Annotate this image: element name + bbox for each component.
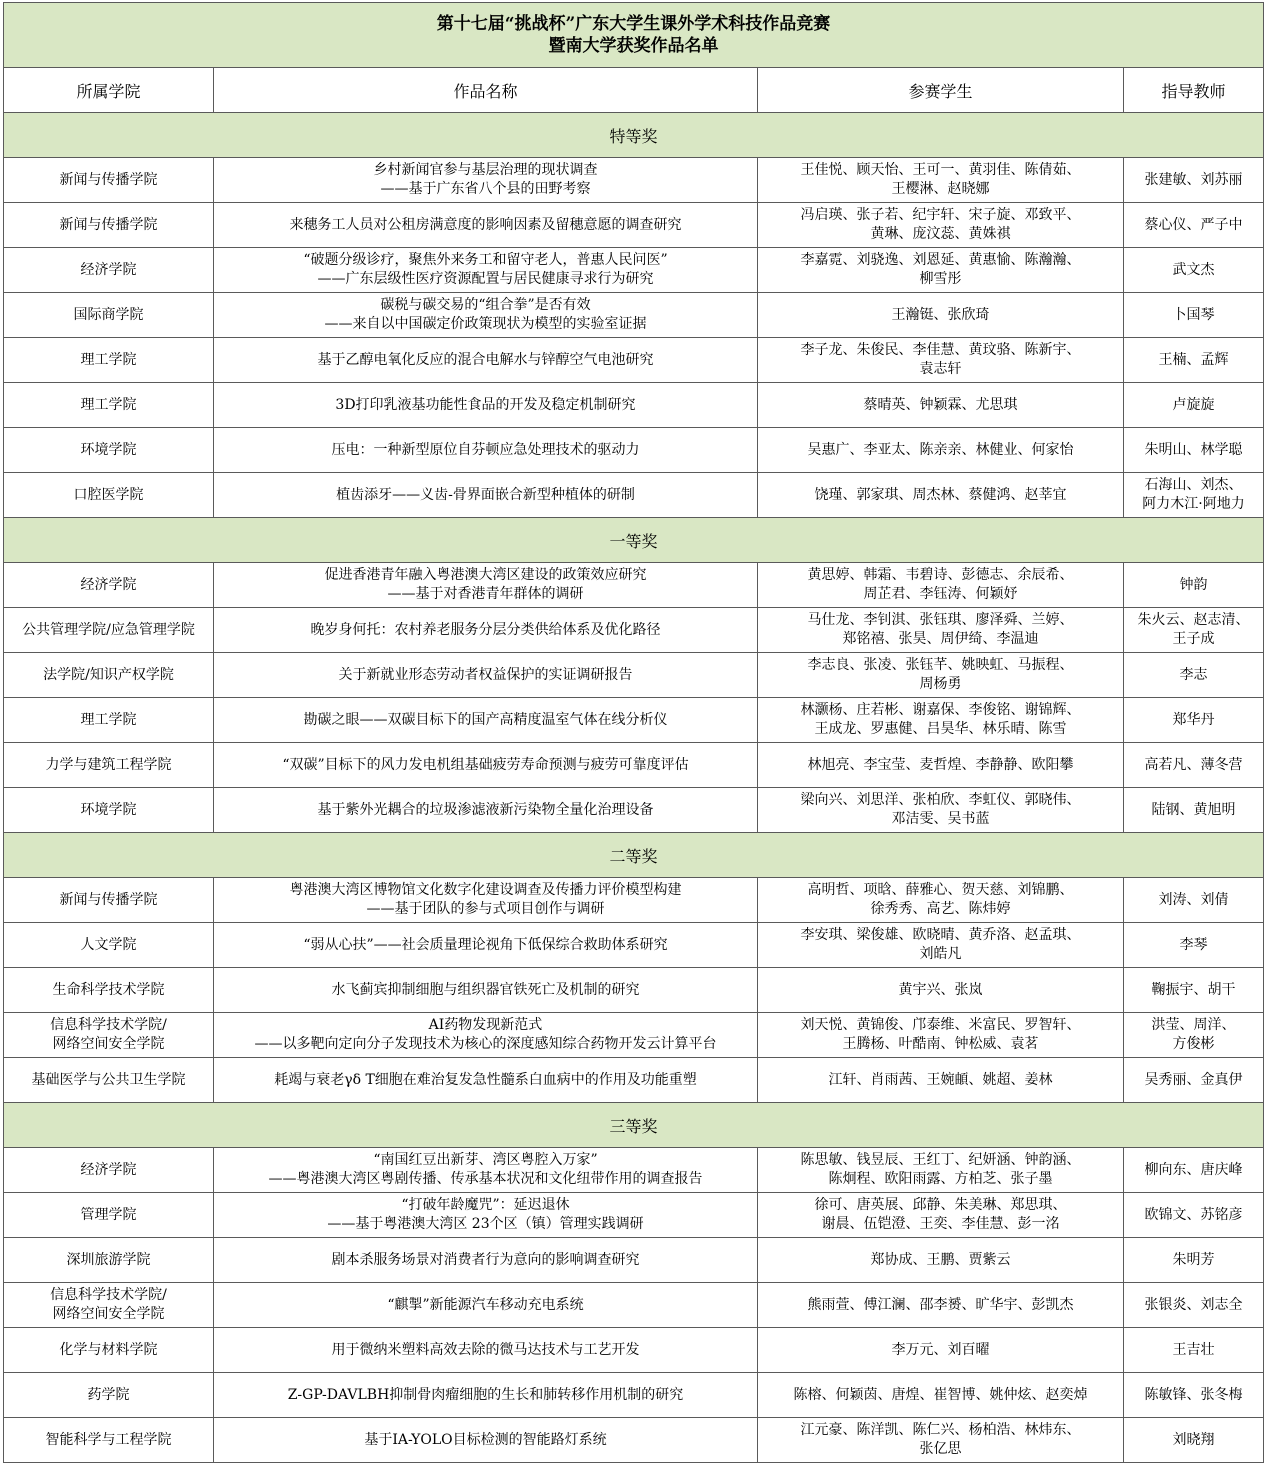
section-row bbox=[4, 833, 1264, 878]
advisor-line: 刘涛、刘倩 bbox=[1158, 891, 1229, 908]
college-cell bbox=[4, 878, 214, 923]
students-cell bbox=[758, 653, 1124, 698]
college-cell bbox=[4, 1328, 214, 1373]
work-line: 碳税与碳交易的“组合拳”是否有效 bbox=[380, 297, 591, 313]
students-cell bbox=[758, 1238, 1124, 1283]
advisor-line: 钟韵 bbox=[1179, 576, 1208, 593]
section-heading: 二等奖 bbox=[4, 833, 1264, 878]
students-line: 吴惠广、李亚太、陈亲亲、林健业、何家怡 bbox=[807, 441, 1074, 458]
college-line: 经济学院 bbox=[80, 576, 137, 593]
work-cell bbox=[214, 338, 758, 383]
work-line: ——粤港澳大湾区粤剧传播、传承基本状况和文化纽带作用的调查报告 bbox=[268, 1171, 703, 1187]
students-cell bbox=[758, 1418, 1124, 1463]
table-row bbox=[4, 968, 1264, 1013]
work-line: 剧本杀服务场景对消费者行为意向的影响调查研究 bbox=[331, 1251, 640, 1268]
header-college: 所属学院 bbox=[4, 68, 214, 113]
students-line: 王腾杨、叶酷南、钟松威、袁茗 bbox=[842, 1036, 1039, 1052]
work-cell bbox=[214, 1193, 758, 1238]
work-cell bbox=[214, 203, 758, 248]
table-row bbox=[4, 383, 1264, 428]
college-cell bbox=[4, 698, 214, 743]
college-line: 基础医学与公共卫生学院 bbox=[31, 1071, 186, 1088]
table-title bbox=[4, 3, 1264, 68]
advisor-line: 王子成 bbox=[1172, 631, 1215, 647]
header-advisor: 指导教师 bbox=[1124, 68, 1264, 113]
students-cell bbox=[758, 968, 1124, 1013]
table-row bbox=[4, 293, 1264, 338]
work-line: “破题分级诊疗，聚焦外来务工和留守老人，普惠人民问医” bbox=[303, 252, 668, 268]
students-line: 冯启瑛、张子若、纪宇轩、宋子旋、邓致平、 bbox=[800, 207, 1081, 223]
table-row bbox=[4, 1373, 1264, 1418]
table-row bbox=[4, 1013, 1264, 1058]
advisor-line: 吴秀丽、金真伊 bbox=[1144, 1071, 1243, 1088]
advisor-cell bbox=[1124, 1238, 1264, 1283]
work-line: Z-GP-DAVLBH抑制骨肉瘤细胞的生长和肺转移作用机制的研究 bbox=[287, 1386, 684, 1403]
table-row bbox=[4, 1193, 1264, 1238]
college-cell bbox=[4, 923, 214, 968]
students-line: 周芷君、李钰涛、何颖妤 bbox=[863, 586, 1018, 602]
advisor-cell bbox=[1124, 338, 1264, 383]
students-line: 黄思婷、韩霜、韦碧诗、彭德志、余辰希、 bbox=[807, 567, 1074, 583]
students-line: 高明哲、项晗、薛雅心、贺天慈、刘锦鹏、 bbox=[807, 882, 1074, 898]
college-cell bbox=[4, 428, 214, 473]
advisor-line: 朱明芳 bbox=[1172, 1251, 1215, 1268]
work-cell bbox=[214, 968, 758, 1013]
work-cell bbox=[214, 383, 758, 428]
work-cell bbox=[214, 563, 758, 608]
award-list-table bbox=[3, 2, 1264, 1463]
students-cell bbox=[758, 1328, 1124, 1373]
advisor-line: 洪莹、周洋、 bbox=[1151, 1017, 1236, 1033]
advisor-line: 蔡心仪、严子中 bbox=[1144, 216, 1243, 233]
students-line: 王樱淋、赵晓娜 bbox=[891, 181, 990, 197]
table-row bbox=[4, 338, 1264, 383]
work-line: “麒掣”新能源汽车移动充电系统 bbox=[387, 1296, 584, 1313]
students-line: 陈榕、何颖茵、唐煌、崔智博、姚仲炫、赵奕焯 bbox=[793, 1386, 1088, 1403]
title-row bbox=[4, 3, 1264, 68]
students-line: 邓洁雯、吴书蓝 bbox=[891, 811, 990, 827]
students-line: 梁向兴、刘思洋、张柏欣、李虹仪、郭晓伟、 bbox=[800, 792, 1081, 808]
advisor-cell bbox=[1124, 203, 1264, 248]
work-cell bbox=[214, 1283, 758, 1328]
table-row bbox=[4, 743, 1264, 788]
table-row bbox=[4, 788, 1264, 833]
students-line: 李志良、张凌、张钰芊、姚映虹、马振程、 bbox=[807, 657, 1074, 673]
advisor-cell bbox=[1124, 1328, 1264, 1373]
table-row bbox=[4, 473, 1264, 518]
students-line: 王成龙、罗惠健、吕昊华、林乐晴、陈雪 bbox=[814, 721, 1067, 737]
students-line: 谢晨、伍铠澄、王奕、李佳慧、彭一洺 bbox=[821, 1216, 1060, 1232]
students-line: 柳雪彤 bbox=[919, 271, 962, 287]
award-list-body bbox=[4, 3, 1264, 1463]
work-line: “弱从心扶”——社会质量理论视角下低保综合救助体系研究 bbox=[303, 936, 668, 953]
students-cell bbox=[758, 1193, 1124, 1238]
college-line: 网络空间安全学院 bbox=[52, 1306, 165, 1322]
advisor-line: 张建敏、刘苏丽 bbox=[1144, 171, 1243, 188]
advisor-cell bbox=[1124, 1283, 1264, 1328]
work-line: 粤港澳大湾区博物馆文化数字化建设调查及传播力评价模型构建 bbox=[289, 882, 682, 898]
advisor-cell bbox=[1124, 923, 1264, 968]
advisor-line: 郑华丹 bbox=[1172, 711, 1215, 728]
work-cell bbox=[214, 1328, 758, 1373]
students-cell bbox=[758, 428, 1124, 473]
college-line: 新闻与传播学院 bbox=[59, 171, 158, 188]
advisor-line: 陆钢、黄旭明 bbox=[1151, 801, 1236, 818]
college-line: 信息科学技术学院/ bbox=[50, 1017, 167, 1033]
students-line: 李子龙、朱俊民、李佳慧、黄玟骆、陈新宇、 bbox=[800, 342, 1081, 358]
table-row bbox=[4, 1058, 1264, 1103]
college-cell bbox=[4, 1058, 214, 1103]
section-heading: 特等奖 bbox=[4, 113, 1264, 158]
work-cell bbox=[214, 1058, 758, 1103]
college-line: 网络空间安全学院 bbox=[52, 1036, 165, 1052]
section-row bbox=[4, 113, 1264, 158]
students-line: 陈炯程、欧阳雨露、方柏芝、张子墨 bbox=[828, 1171, 1053, 1187]
college-line: 药学院 bbox=[87, 1386, 130, 1403]
students-line: 蔡晴英、钟颖霖、尤思琪 bbox=[863, 396, 1018, 413]
work-cell bbox=[214, 653, 758, 698]
section-row bbox=[4, 1103, 1264, 1148]
students-cell bbox=[758, 203, 1124, 248]
college-cell bbox=[4, 788, 214, 833]
college-line: 新闻与传播学院 bbox=[59, 891, 158, 908]
work-cell bbox=[214, 743, 758, 788]
work-cell bbox=[214, 1373, 758, 1418]
work-line: 耗竭与衰老γδ T细胞在难治复发急性髓系白血病中的作用及功能重塑 bbox=[274, 1071, 697, 1088]
college-cell bbox=[4, 1238, 214, 1283]
students-line: 李嘉霓、刘骁逸、刘恩延、黄惠愉、陈瀚瀚、 bbox=[800, 252, 1081, 268]
table-row bbox=[4, 563, 1264, 608]
college-line: 经济学院 bbox=[80, 1161, 137, 1178]
college-line: 力学与建筑工程学院 bbox=[45, 756, 172, 773]
students-cell bbox=[758, 1283, 1124, 1328]
college-cell bbox=[4, 1148, 214, 1193]
college-cell bbox=[4, 653, 214, 698]
students-line: 江元豪、陈洋凯、陈仁兴、杨柏浩、林炜东、 bbox=[800, 1422, 1081, 1438]
college-line: 经济学院 bbox=[80, 261, 137, 278]
students-line: 郑协成、王鹏、贾紫云 bbox=[870, 1251, 1011, 1268]
work-line: 晚岁身何托：农村养老服务分层分类供给体系及优化路径 bbox=[310, 621, 661, 638]
advisor-cell bbox=[1124, 743, 1264, 788]
work-line: 勘碳之眼——双碳目标下的国产高精度温室气体在线分析仪 bbox=[303, 711, 668, 728]
students-cell bbox=[758, 1058, 1124, 1103]
work-line: 用于微纳米塑料高效去除的微马达技术与工艺开发 bbox=[331, 1341, 640, 1358]
work-cell bbox=[214, 428, 758, 473]
work-cell bbox=[214, 158, 758, 203]
advisor-cell bbox=[1124, 293, 1264, 338]
college-cell bbox=[4, 563, 214, 608]
header-row bbox=[4, 68, 1264, 113]
header-work: 作品名称 bbox=[214, 68, 758, 113]
work-line: 植齿添牙——义齿-骨界面嵌合新型种植体的研制 bbox=[336, 486, 635, 503]
students-cell bbox=[758, 383, 1124, 428]
advisor-cell bbox=[1124, 248, 1264, 293]
table-row bbox=[4, 158, 1264, 203]
table-row bbox=[4, 1238, 1264, 1283]
work-cell bbox=[214, 1238, 758, 1283]
students-line: 刘皓凡 bbox=[919, 946, 962, 962]
advisor-line: 王吉壮 bbox=[1172, 1341, 1215, 1358]
work-line: 水飞蓟宾抑制细胞与组织器官铁死亡及机制的研究 bbox=[331, 981, 640, 998]
title-line-2: 暨南大学获奖作品名单 bbox=[548, 36, 719, 56]
work-line: “南国红豆出新芽、湾区粤腔入万家” bbox=[373, 1152, 598, 1168]
students-line: 林灏杨、庄若彬、谢嘉保、李俊铭、谢锦辉、 bbox=[800, 702, 1081, 718]
college-cell bbox=[4, 968, 214, 1013]
students-cell bbox=[758, 698, 1124, 743]
work-line: 基于乙醇电氧化反应的混合电解水与锌醇空气电池研究 bbox=[317, 351, 654, 368]
work-cell bbox=[214, 293, 758, 338]
section-heading: 一等奖 bbox=[4, 518, 1264, 563]
college-cell bbox=[4, 248, 214, 293]
advisor-line: 卢旋旋 bbox=[1172, 396, 1215, 413]
advisor-cell bbox=[1124, 1013, 1264, 1058]
college-line: 理工学院 bbox=[80, 711, 137, 728]
students-cell bbox=[758, 1373, 1124, 1418]
work-cell bbox=[214, 788, 758, 833]
table-row bbox=[4, 1148, 1264, 1193]
students-line: 王瀚铤、张欣琦 bbox=[891, 306, 990, 323]
students-cell bbox=[758, 608, 1124, 653]
work-line: ——基于粤港澳大湾区 23个区（镇）管理实践调研 bbox=[327, 1216, 644, 1232]
students-cell bbox=[758, 338, 1124, 383]
college-line: 理工学院 bbox=[80, 396, 137, 413]
students-cell bbox=[758, 293, 1124, 338]
table-row bbox=[4, 248, 1264, 293]
work-line: ——基于对香港青年群体的调研 bbox=[387, 586, 584, 602]
college-cell bbox=[4, 293, 214, 338]
college-cell bbox=[4, 1193, 214, 1238]
advisor-line: 柳向东、唐庆峰 bbox=[1144, 1161, 1243, 1178]
advisor-line: 刘晓翔 bbox=[1172, 1431, 1215, 1448]
students-cell bbox=[758, 743, 1124, 788]
table-row bbox=[4, 923, 1264, 968]
work-line: “打破年龄魔咒”：延迟退休 bbox=[401, 1197, 570, 1213]
college-line: 环境学院 bbox=[80, 441, 137, 458]
advisor-line: 武文杰 bbox=[1172, 261, 1215, 278]
college-cell bbox=[4, 338, 214, 383]
work-line: 关于新就业形态劳动者权益保护的实证调研报告 bbox=[338, 666, 633, 683]
students-cell bbox=[758, 878, 1124, 923]
students-line: 刘天悦、黄锦俊、邝泰维、米富民、罗智轩、 bbox=[800, 1017, 1081, 1033]
college-line: 口腔医学院 bbox=[73, 486, 144, 503]
advisor-cell bbox=[1124, 698, 1264, 743]
college-cell bbox=[4, 608, 214, 653]
work-line: 基于紫外光耦合的垃圾渗滤液新污染物全量化治理设备 bbox=[317, 801, 654, 818]
table-row bbox=[4, 428, 1264, 473]
students-line: 王佳悦、顾天怡、王可一、黄羽佳、陈倩茹、 bbox=[800, 162, 1081, 178]
work-line: ——基于团队的参与式项目创作与调研 bbox=[366, 901, 605, 917]
work-line: ——基于广东省八个县的田野考察 bbox=[380, 181, 591, 197]
table-row bbox=[4, 1328, 1264, 1373]
students-line: 徐可、唐英展、邱静、朱美琳、郑思琪、 bbox=[814, 1197, 1067, 1213]
work-line: AI药物发现新范式 bbox=[428, 1017, 543, 1033]
work-cell bbox=[214, 1418, 758, 1463]
students-cell bbox=[758, 1013, 1124, 1058]
table-row bbox=[4, 1418, 1264, 1463]
table-row bbox=[4, 878, 1264, 923]
advisor-cell bbox=[1124, 473, 1264, 518]
work-cell bbox=[214, 1013, 758, 1058]
students-cell bbox=[758, 563, 1124, 608]
students-cell bbox=[758, 1148, 1124, 1193]
work-line: 压电：一种新型原位自芬顿应急处理技术的驱动力 bbox=[331, 441, 640, 458]
work-cell bbox=[214, 698, 758, 743]
advisor-line: 朱明山、林学聪 bbox=[1144, 441, 1243, 458]
students-line: 李万元、刘百曜 bbox=[891, 1341, 990, 1358]
table-row bbox=[4, 698, 1264, 743]
college-line: 公共管理学院/应急管理学院 bbox=[22, 621, 195, 638]
college-line: 理工学院 bbox=[80, 351, 137, 368]
work-line: 乡村新闻官参与基层治理的现状调查 bbox=[373, 162, 598, 178]
advisor-line: 李志 bbox=[1179, 666, 1208, 683]
students-cell bbox=[758, 923, 1124, 968]
college-line: 管理学院 bbox=[80, 1206, 137, 1223]
work-line: 3D打印乳液基功能性食品的开发及稳定机制研究 bbox=[335, 396, 636, 413]
college-line: 生命科学技术学院 bbox=[52, 981, 165, 998]
students-line: 郑铭禧、张昊、周伊绮、李温迪 bbox=[842, 631, 1039, 647]
college-cell bbox=[4, 158, 214, 203]
advisor-cell bbox=[1124, 653, 1264, 698]
college-cell bbox=[4, 383, 214, 428]
header-students: 参赛学生 bbox=[758, 68, 1124, 113]
college-line: 法学院/知识产权学院 bbox=[43, 666, 174, 683]
students-line: 李安琪、梁俊雄、欧晓晴、黄乔洛、赵孟琪、 bbox=[800, 927, 1081, 943]
students-line: 黄琳、庞汶蕊、黄姝祺 bbox=[870, 226, 1011, 242]
advisor-line: 张银炎、刘志全 bbox=[1144, 1296, 1243, 1313]
college-line: 环境学院 bbox=[80, 801, 137, 818]
work-cell bbox=[214, 878, 758, 923]
students-line: 熊雨萱、傅江澜、邵李赟、旷华宇、彭凯杰 bbox=[807, 1296, 1074, 1313]
students-cell bbox=[758, 788, 1124, 833]
college-line: 人文学院 bbox=[80, 936, 137, 953]
advisor-line: 石海山、刘杰、 bbox=[1144, 477, 1243, 493]
college-cell bbox=[4, 1013, 214, 1058]
college-line: 国际商学院 bbox=[73, 306, 144, 323]
advisor-line: 鞠振宇、胡干 bbox=[1151, 981, 1236, 998]
work-cell bbox=[214, 923, 758, 968]
college-cell bbox=[4, 1418, 214, 1463]
work-cell bbox=[214, 473, 758, 518]
work-line: ——以多靶向定向分子发现技术为核心的深度感知综合药物开发云计算平台 bbox=[254, 1036, 717, 1052]
students-line: 黄宇兴、张岚 bbox=[898, 981, 983, 998]
students-cell bbox=[758, 158, 1124, 203]
college-cell bbox=[4, 743, 214, 788]
advisor-line: 陈敏锋、张冬梅 bbox=[1144, 1386, 1243, 1403]
college-cell bbox=[4, 473, 214, 518]
advisor-line: 高若凡、薄冬营 bbox=[1144, 756, 1243, 773]
advisor-cell bbox=[1124, 563, 1264, 608]
students-line: 徐秀秀、高艺、陈炜婷 bbox=[870, 901, 1011, 917]
college-line: 智能科学与工程学院 bbox=[45, 1431, 172, 1448]
advisor-cell bbox=[1124, 1148, 1264, 1193]
college-line: 新闻与传播学院 bbox=[59, 216, 158, 233]
advisor-cell bbox=[1124, 383, 1264, 428]
work-cell bbox=[214, 248, 758, 293]
table-row bbox=[4, 653, 1264, 698]
work-line: 基于IA-YOLO目标检测的智能路灯系统 bbox=[364, 1431, 607, 1448]
students-line: 陈思敏、钱昱辰、王红丁、纪妍涵、钟韵涵、 bbox=[800, 1152, 1081, 1168]
students-line: 江轩、肖雨茜、王婉頔、姚超、姜林 bbox=[828, 1071, 1053, 1088]
college-line: 化学与材料学院 bbox=[59, 1341, 158, 1358]
advisor-line: 王楠、孟辉 bbox=[1158, 351, 1229, 368]
college-line: 深圳旅游学院 bbox=[66, 1251, 151, 1268]
work-line: 来穗务工人员对公租房满意度的影响因素及留穗意愿的调查研究 bbox=[289, 216, 682, 233]
advisor-cell bbox=[1124, 878, 1264, 923]
work-cell bbox=[214, 608, 758, 653]
students-line: 张亿思 bbox=[919, 1441, 962, 1457]
advisor-cell bbox=[1124, 428, 1264, 473]
students-cell bbox=[758, 248, 1124, 293]
advisor-cell bbox=[1124, 968, 1264, 1013]
college-cell bbox=[4, 1283, 214, 1328]
work-line: ——广东层级性医疗资源配置与居民健康寻求行为研究 bbox=[317, 271, 654, 287]
advisor-line: 方俊彬 bbox=[1172, 1036, 1215, 1052]
students-line: 林旭亮、李宝莹、麦哲煌、李静静、欧阳攀 bbox=[807, 756, 1074, 773]
advisor-cell bbox=[1124, 1193, 1264, 1238]
advisor-line: 欧锦文、苏铭彦 bbox=[1144, 1206, 1243, 1223]
college-cell bbox=[4, 1373, 214, 1418]
work-cell bbox=[214, 1148, 758, 1193]
students-line: 饶瑾、郭家琪、周杰林、蔡健鸿、赵莘宜 bbox=[814, 486, 1067, 503]
title-line-1: 第十七届“挑战杯”广东大学生课外学术科技作品竞赛 bbox=[436, 14, 831, 34]
students-line: 马仕龙、李钊淇、张钰琪、廖泽舜、兰婷、 bbox=[807, 612, 1074, 628]
students-line: 袁志轩 bbox=[919, 361, 962, 377]
college-line: 信息科学技术学院/ bbox=[50, 1287, 167, 1303]
advisor-line: 朱火云、赵志清、 bbox=[1137, 612, 1250, 628]
advisor-line: 李琴 bbox=[1179, 936, 1208, 953]
advisor-cell bbox=[1124, 788, 1264, 833]
students-line: 周杨勇 bbox=[919, 676, 962, 692]
students-cell bbox=[758, 473, 1124, 518]
advisor-cell bbox=[1124, 608, 1264, 653]
table-row bbox=[4, 1283, 1264, 1328]
advisor-cell bbox=[1124, 158, 1264, 203]
section-heading: 三等奖 bbox=[4, 1103, 1264, 1148]
advisor-line: 卜国琴 bbox=[1172, 306, 1215, 323]
advisor-line: 阿力木江·阿地力 bbox=[1142, 496, 1245, 512]
work-line: ——来自以中国碳定价政策现状为模型的实验室证据 bbox=[324, 316, 647, 332]
table-row bbox=[4, 203, 1264, 248]
section-row bbox=[4, 518, 1264, 563]
advisor-cell bbox=[1124, 1058, 1264, 1103]
college-cell bbox=[4, 203, 214, 248]
work-line: “双碳”目标下的风力发电机组基础疲劳寿命预测与疲劳可靠度评估 bbox=[282, 756, 689, 773]
table-row bbox=[4, 608, 1264, 653]
advisor-cell bbox=[1124, 1373, 1264, 1418]
advisor-cell bbox=[1124, 1418, 1264, 1463]
work-line: 促进香港青年融入粤港澳大湾区建设的政策效应研究 bbox=[324, 567, 647, 583]
